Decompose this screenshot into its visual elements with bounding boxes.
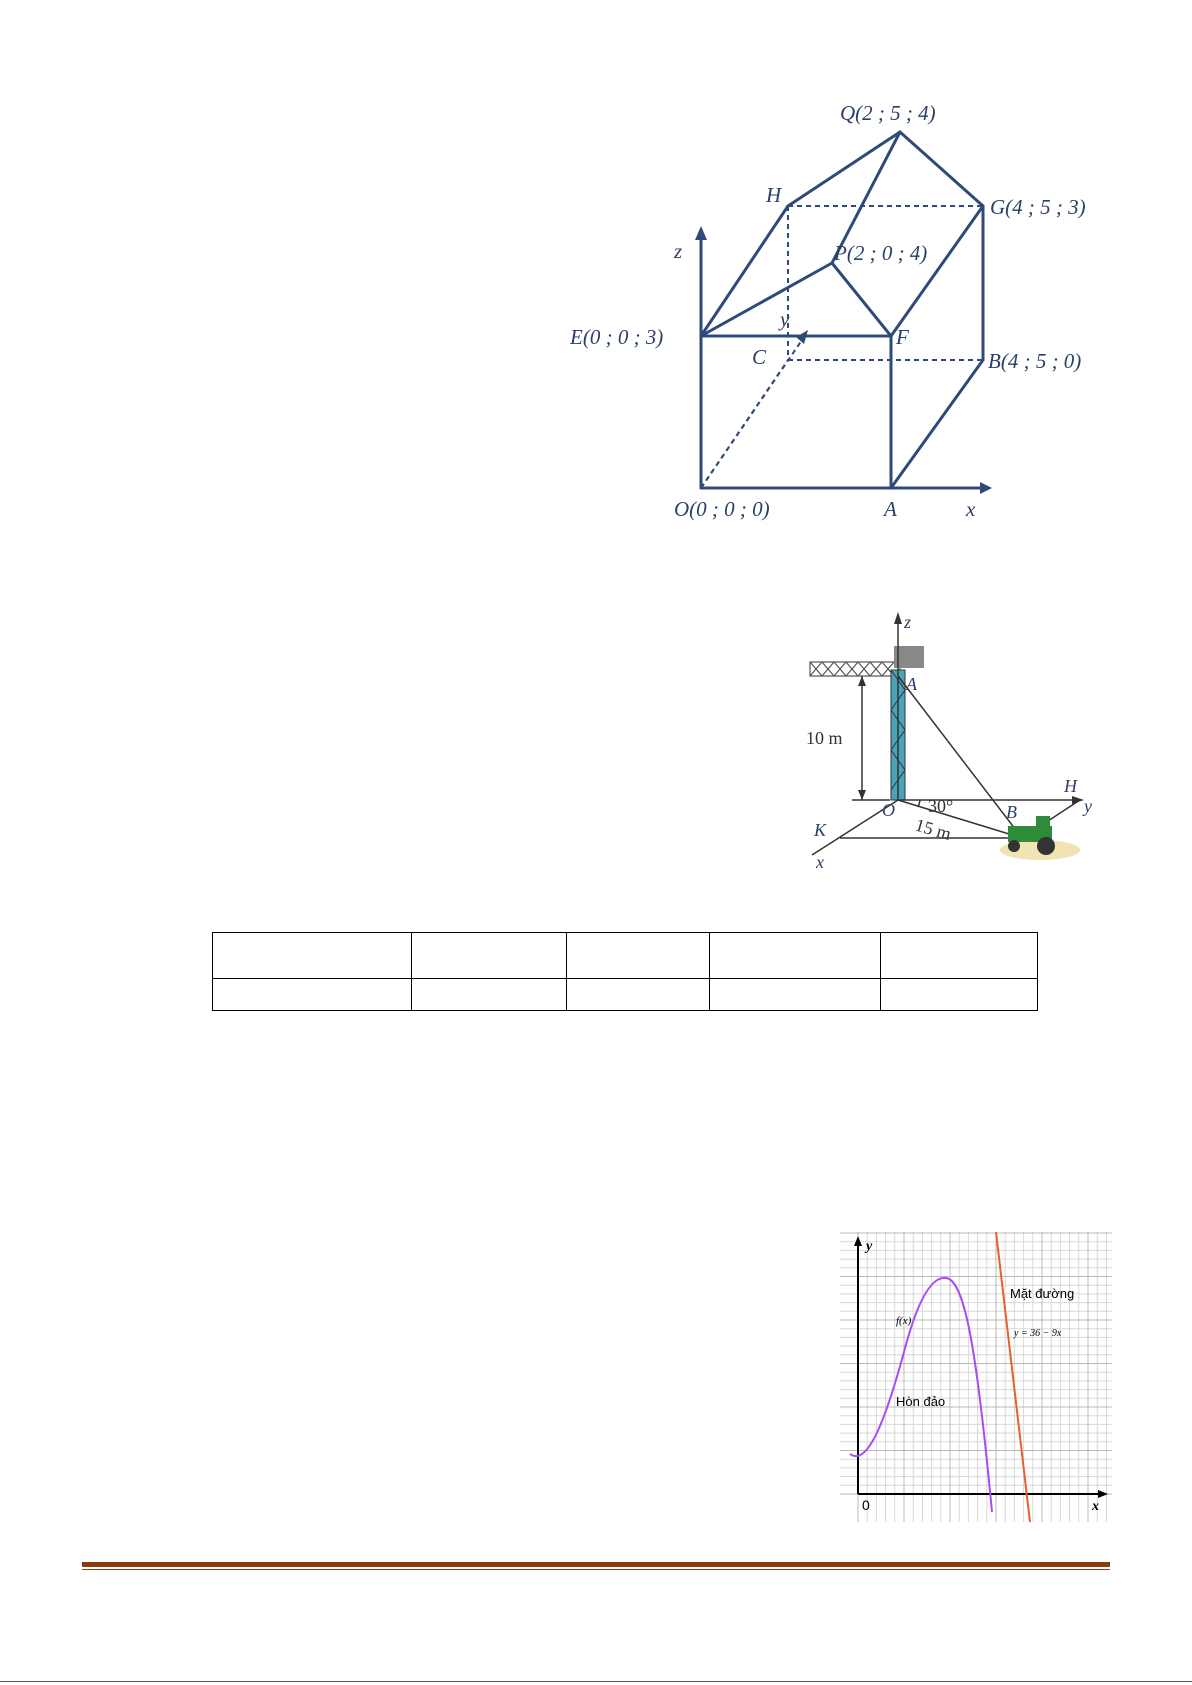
island-graph [840, 1232, 1112, 1522]
table-cell [567, 933, 710, 979]
label-y: y [780, 307, 790, 331]
label-H: H [1064, 776, 1077, 796]
label-fx: f(x) [896, 1315, 912, 1327]
table-cell [412, 979, 567, 1011]
label-line-equation: y = 36 − 9x [1014, 1328, 1062, 1339]
edge-HQ [788, 132, 900, 206]
label-K: K [814, 820, 827, 840]
edge-PF [832, 263, 891, 336]
x-axis-arrow-icon [980, 482, 992, 494]
table-row [213, 933, 1038, 979]
edge-EP [701, 263, 832, 336]
label-E: E(0 ; 0 ; 3) [570, 325, 664, 349]
label-angle: 30° [928, 796, 954, 816]
tractor-icon [1000, 816, 1080, 860]
hidden-edge-OC [701, 360, 788, 488]
label-Q: Q(2 ; 5 ; 4) [840, 101, 936, 125]
table-cell [412, 933, 567, 979]
z-axis-arrow-icon [894, 612, 902, 624]
label-B: B(4 ; 5 ; 0) [988, 349, 1082, 373]
table-cell [567, 979, 710, 1011]
label-x: x [816, 852, 824, 870]
y-axis-arrow-icon [854, 1236, 862, 1246]
label-H: H [766, 183, 782, 207]
label-O: O(0 ; 0 ; 0) [674, 497, 770, 521]
table-row [213, 979, 1038, 1011]
label-origin: 0 [862, 1497, 870, 1513]
footer-divider-thin [82, 1569, 1110, 1570]
footer-divider [82, 1562, 1110, 1567]
answer-table [212, 932, 1038, 1011]
page-bottom-line [0, 1681, 1192, 1682]
label-road: Mặt đường [1010, 1286, 1075, 1301]
z-axis-arrow-icon [695, 226, 707, 240]
edge-FG [891, 206, 983, 336]
table-cell [881, 979, 1038, 1011]
table-cell [710, 933, 881, 979]
y-axis-arrow-icon [1072, 796, 1084, 804]
label-x: x [966, 497, 976, 521]
label-F: F [896, 325, 909, 349]
label-z: z [674, 239, 683, 263]
label-P: P(2 ; 0 ; 4) [834, 241, 928, 265]
label-A: A [884, 497, 897, 521]
label-y: y [1084, 796, 1092, 816]
label-y: y [866, 1239, 873, 1254]
label-distance: 15 m [912, 814, 954, 844]
label-A: A [906, 674, 917, 694]
edge-QG [900, 132, 983, 206]
label-O: O [882, 800, 895, 820]
segment-AB [898, 676, 1022, 838]
edge-EH [701, 206, 788, 336]
label-height: 10 m [806, 728, 843, 748]
road-line [996, 1232, 1030, 1522]
table-cell [710, 979, 881, 1011]
crane-figure [800, 610, 1110, 870]
label-x: x [1092, 1499, 1099, 1514]
table-cell [881, 933, 1038, 979]
label-G: G(4 ; 5 ; 3) [990, 195, 1086, 219]
label-z: z [904, 612, 912, 632]
house-3d-figure [570, 90, 1110, 530]
edge-AB [891, 360, 983, 488]
label-B: B [1006, 802, 1017, 822]
table-cell [213, 979, 412, 1011]
table-cell [213, 933, 412, 979]
label-island: Hòn đảo [896, 1394, 946, 1409]
label-C: C [752, 345, 767, 369]
